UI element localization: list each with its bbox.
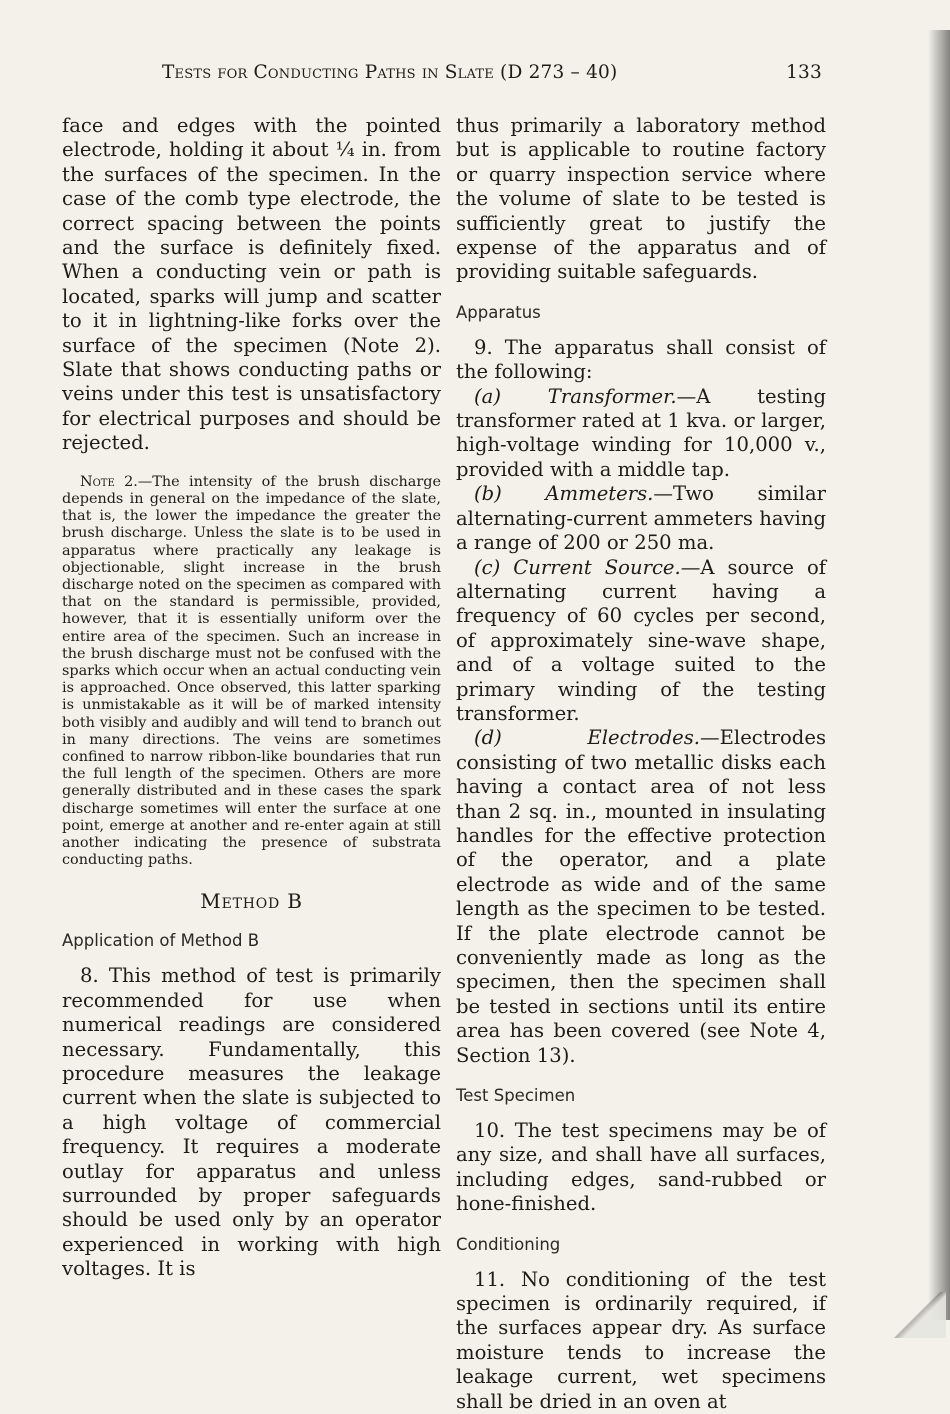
item-a-text: —A testing transformer rated at 1 kva. or larger, high-voltage winding for 10,000 v., provided with a middle tap.	[456, 384, 826, 481]
conditioning-heading: Conditioning	[456, 1234, 561, 1254]
left-column	[62, 114, 441, 1282]
section-11: 11. No conditioning of the test specimen is ordinarily required, if the surfaces appear dry. As surface moisture tends to increase the leakage current, wet specimens shall be dried in an oven at	[456, 1267, 826, 1413]
running-title: Tests for Conducting Paths in Slate (D 273 – 40)	[162, 62, 618, 83]
item-d-text: —Electrodes consisting of two metallic disks each having a contact area of not less than 2 sq. in., mounted in insulating handles for the effective protection of the operator, and a plate electrode as wide and of the same length as the specimen to be tested. If the plate electrode cannot be conveniently made as long as the specimen, then the specimen shall be tested in sections until its entire area has been covered (see Note 4, Section 13).	[456, 726, 826, 1067]
test-specimen-heading: Test Specimen	[456, 1086, 576, 1106]
item-d-label: (d) Electrodes.	[474, 726, 701, 750]
right-column	[456, 114, 826, 1414]
paragraph-continued: face and edges with the pointed electrode, holding it about ¼ in. from the surfaces of the specimen. In the case of the comb type electrode, the correct spacing between the points and the surface is definitely fixed. When a conducting vein or path is located, sparks will jump and scatter to it in lightning-like forks over the surface of the specimen (Note 2). Slate that shows conducting paths or veins under this test is unsatisfactory for electrical purposes and should be rejected.	[62, 114, 441, 455]
page-header	[162, 62, 822, 83]
page-corner-curl	[886, 1292, 946, 1338]
apparatus-heading: Apparatus	[456, 302, 541, 322]
section-10: 10. The test specimens may be of any size, and shall have all surfaces, including edges, sand-rubbed or hone-finished.	[456, 1119, 826, 1216]
item-d	[456, 726, 826, 1068]
item-b-label: (b) Ammeters.	[474, 482, 654, 506]
item-c-text: —A source of alternating current having a frequency of 60 cycles per second, of approximately sine-wave shape, and of a voltage suited to the primary winding of the testing transformer.	[456, 555, 826, 725]
item-c	[456, 556, 826, 727]
item-a	[456, 385, 826, 483]
paragraph-continuation: thus primarily a laboratory method but is applicable to routine factory or quarry inspection service where the volume of slate to be tested is sufficiently great to justify the expense of the apparatus and of providing suitable safeguards.	[456, 114, 826, 284]
page-number: 133	[786, 62, 822, 83]
section-9: 9. The apparatus shall consist of the following:	[456, 335, 826, 384]
page-edge-shadow	[928, 30, 950, 1320]
note-2-label: Note 2.	[80, 473, 138, 490]
item-a-label: (a) Transformer.	[474, 384, 677, 408]
note-2	[62, 474, 441, 870]
item-b	[456, 482, 826, 555]
method-b-title: Method B	[200, 889, 303, 914]
item-c-label: (c) Current Source.	[474, 555, 681, 579]
item-b-text: —Two similar alternating-current ammeters having a range of 200 or 250 ma.	[456, 482, 827, 555]
application-heading: Application of Method B	[62, 931, 260, 951]
section-8: 8. This method of test is primarily recommended for use when numerical readings are considered necessary. Fundamentally, this procedure measures the leakage current when the slate is subjected to a high voltage of commercial frequency. It requires a moderate outlay for apparatus and unless surrounded by proper safeguards should be used only by an operator experienced in working with high voltages. It is	[62, 964, 441, 1281]
note-2-text: —The intensity of the brush discharge depends in general on the impedance of the slate, that is, the lower the impedance the greater the brush discharge. Unless the slate is to be used in apparatus where practically any leakage is objectionable, slight increase in the brush discharge noted on the specimen as compared with that on the standard is permissible, provided, however, that it is essentially uniform over the entire area of the specimen. Such an increase in the brush discharge must not be confused with the sparks which occur when an actual conducting vein is approached. Once observed, this latter sparking is unmistakable as it will be of marked intensity both visibly and audibly and will tend to branch out in many directions. The veins are sometimes confined to narrow ribbon-like boundaries that run the full length of the specimen. Others are more generally distributed and in these cases the spark discharge sometimes will enter the surface at one point, emerge at another and re-enter again at still another indicating the presence of substrata conducting paths.	[62, 473, 441, 869]
